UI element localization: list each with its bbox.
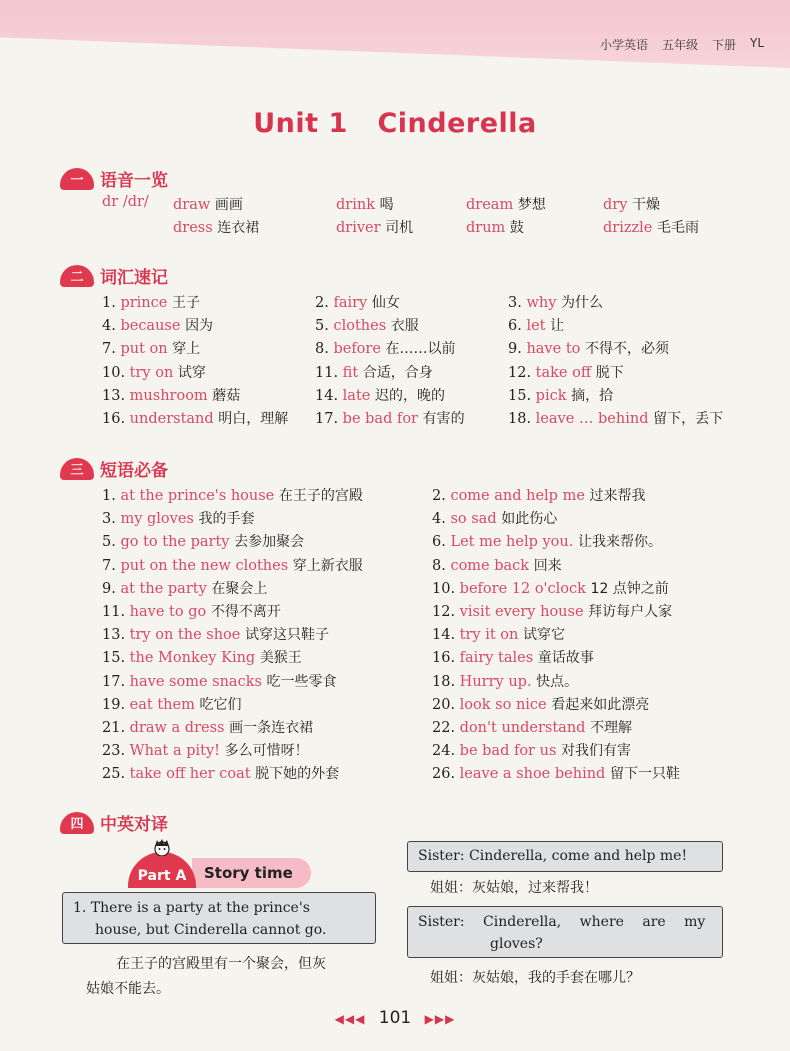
phrase-item: 24. be bad for us 对我们有害 [432, 743, 631, 760]
phrase-item: 15. the Monkey King 美猴王 [102, 650, 302, 667]
phonics-item: dress 连衣裙 [173, 220, 260, 236]
vocab-item: 17. be bad for 有害的 [315, 411, 465, 427]
kid-face-icon [150, 838, 174, 856]
section-title: 短语必备 [100, 461, 168, 481]
part-a-banner [128, 852, 311, 888]
phrase-item: 2. come and help me 过来帮我 [432, 488, 646, 504]
section-badge: 四 [60, 812, 94, 834]
section-header-phonics [60, 166, 168, 191]
translation-zh-3: 姐姐：灰姑娘，我的手套在哪儿？ [430, 970, 640, 986]
phrase-item: 12. visit every house 拜访每户人家 [432, 604, 673, 620]
translation-zh-1 [86, 952, 386, 1002]
phonics-item: dream 梦想 [466, 197, 546, 213]
vocab-item: 15. pick 摘，拾 [508, 387, 614, 404]
vocab-item: 10. try on 试穿 [102, 364, 206, 381]
vocab-item: 3. why 为什么 [508, 295, 604, 311]
section-badge: 二 [60, 265, 94, 287]
translation-zh-line: 在王子的宫殿里有一个聚会，但灰 [116, 956, 326, 972]
translation-box-3 [407, 906, 723, 958]
phonics-item: drum 鼓 [466, 220, 524, 236]
phrase-item: 10. before 12 o'clock 12 点钟之前 [432, 580, 669, 597]
header-volume: 下册 [711, 38, 736, 52]
phonics-item: dry 干燥 [603, 197, 661, 213]
vocab-item: 14. late 迟的，晚的 [315, 387, 445, 404]
phrase-item: 19. eat them 吃它们 [102, 696, 242, 713]
translation-en-line: 1. There is a party at the prince's [73, 900, 310, 916]
phonics-sound: dr /dr/ [102, 194, 149, 210]
vocab-item: 2. fairy 仙女 [315, 295, 400, 311]
phrase-item: 16. fairy tales 童话故事 [432, 650, 594, 667]
page-footer [0, 1008, 790, 1028]
phrase-item: 20. look so nice 看起来如此漂亮 [432, 696, 650, 713]
phrase-item: 6. Let me help you. 让我来帮你。 [432, 534, 662, 551]
section-header-phrases [60, 456, 168, 481]
phonics-item: drink 喝 [336, 197, 394, 213]
vocab-item: 9. have to 不得不，必须 [508, 341, 669, 358]
vocab-item: 5. clothes 衣服 [315, 318, 419, 335]
phonics-item: drizzle 毛毛雨 [603, 220, 699, 236]
section-title: 词汇速记 [100, 268, 168, 288]
translation-box-2 [407, 841, 723, 872]
phrase-item: 5. go to the party 去参加聚会 [102, 534, 305, 551]
header-info [600, 36, 764, 53]
translation-zh-line: 姑娘不能去。 [86, 981, 170, 997]
phrase-item: 26. leave a shoe behind 留下一只鞋 [432, 766, 680, 783]
section-badge: 一 [60, 168, 94, 190]
page-title: Unit 1 Cinderella [253, 108, 537, 139]
header-band [0, 0, 790, 68]
translation-en-line: Sister: Cinderella, come and help me! [418, 848, 688, 864]
phrase-item: 1. at the prince's house 在王子的宫殿 [102, 488, 363, 504]
vocab-item: 7. put on 穿上 [102, 341, 201, 358]
part-a-label: Story time [192, 858, 311, 888]
phonics-item: draw 画画 [173, 197, 243, 213]
header-subject: 小学英语 [599, 38, 648, 52]
phrase-item: 18. Hurry up. 快点。 [432, 673, 579, 690]
right-arrows-icon: ▶▶▶ [424, 1012, 456, 1026]
vocab-item: 13. mushroom 蘑菇 [102, 387, 241, 404]
section-header-vocab [60, 263, 168, 288]
vocab-item: 12. take off 脱下 [508, 364, 624, 381]
phrase-item: 21. draw a dress 画一条连衣裙 [102, 720, 314, 736]
translation-en-line: Sister: Cinderella, where are my [418, 914, 706, 930]
vocab-item: 16. understand 明白，理解 [102, 411, 289, 427]
vocab-item: 4. because 因为 [102, 318, 214, 335]
translation-zh-2: 姐姐：灰姑娘，过来帮我！ [430, 880, 598, 896]
vocab-item: 1. prince 王子 [102, 295, 200, 311]
translation-en-line: house, but Cinderella cannot go. [95, 922, 327, 938]
phrase-item: 25. take off her coat 脱下她的外套 [102, 766, 340, 783]
phrase-item: 7. put on the new clothes 穿上新衣服 [102, 557, 363, 574]
section-badge: 三 [60, 458, 94, 480]
section-header-translation [60, 810, 168, 835]
phrase-item: 9. at the party 在聚会上 [102, 580, 268, 597]
phrase-item: 4. so sad 如此伤心 [432, 511, 558, 528]
phrase-item: 17. have some snacks 吃一些零食 [102, 673, 337, 690]
vocab-item: 11. fit 合适，合身 [315, 364, 433, 381]
vocab-item: 18. leave … behind 留下，丢下 [508, 411, 724, 427]
phrase-item: 22. don't understand 不理解 [432, 720, 633, 736]
phrase-item: 3. my gloves 我的手套 [102, 511, 255, 528]
vocab-item: 6. let 让 [508, 318, 565, 335]
section-title: 语音一览 [100, 171, 168, 191]
page-number: 101 [378, 1008, 412, 1028]
vocab-item: 8. before 在……以前 [315, 341, 456, 358]
phonics-item: driver 司机 [336, 220, 414, 236]
phrase-item: 14. try it on 试穿它 [432, 627, 565, 644]
part-a-badge-label: Part A [137, 868, 187, 884]
phrase-item: 13. try on the shoe 试穿这只鞋子 [102, 627, 329, 644]
phrase-item: 8. come back 回来 [432, 557, 562, 574]
translation-en-line: gloves? [490, 936, 543, 952]
phrase-item: 23. What a pity! 多么可惜呀！ [102, 743, 309, 760]
translation-box-1 [62, 892, 376, 944]
header-edition: YL [749, 36, 764, 50]
left-arrows-icon: ◀◀◀ [334, 1012, 366, 1026]
part-a-badge [128, 852, 196, 888]
section-title: 中英对译 [100, 815, 168, 835]
phrase-item: 11. have to go 不得不离开 [102, 604, 281, 620]
header-grade: 五年级 [661, 38, 698, 52]
